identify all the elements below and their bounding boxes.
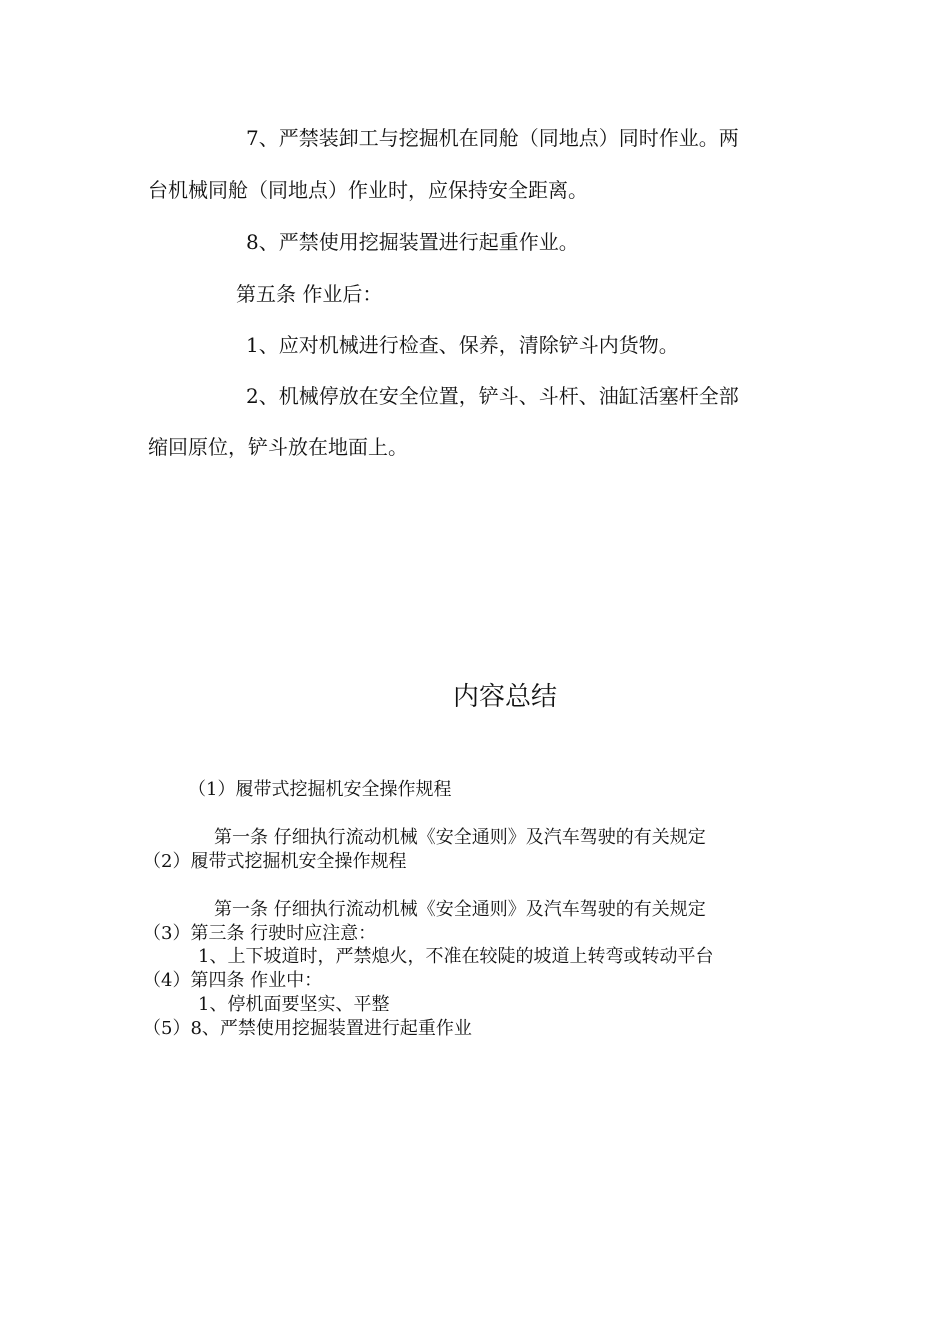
paragraph-8: 8、严禁使用挖掘装置进行起重作业。 [246,230,579,254]
article-5-heading: 第五条 作业后： [236,282,383,306]
paragraph-7-line-2: 台机械同舱（同地点）作业时，应保持安全距离。 [148,178,588,202]
summary-item: （5）8、严禁使用挖掘装置进行起重作业 [143,1018,472,1039]
article-5-item-2-line-2: 缩回原位，铲斗放在地面上。 [148,435,408,459]
summary-item: 第一条 仔细执行流动机械《安全通则》及汽车驾驶的有关规定 [214,827,706,848]
summary-item: （3）第三条 行驶时应注意： [143,923,377,944]
article-5-item-1: 1、应对机械进行检查、保养，清除铲斗内货物。 [246,333,679,357]
summary-item: 第一条 仔细执行流动机械《安全通则》及汽车驾驶的有关规定 [214,899,706,920]
summary-item: （1）履带式挖掘机安全操作规程 [188,779,452,800]
summary-item: （4）第四条 作业中： [143,970,323,991]
paragraph-7-line-1: 7、严禁装卸工与挖掘机在同舱（同地点）同时作业。两 [246,126,739,150]
summary-item: 1、上下坡道时，严禁熄火，不准在较陡的坡道上转弯或转动平台 [198,946,714,967]
summary-item: 1、停机面要坚实、平整 [198,994,390,1015]
summary-title: 内容总结 [452,682,557,712]
article-5-item-2-line-1: 2、机械停放在安全位置，铲斗、斗杆、油缸活塞杆全部 [246,384,739,408]
summary-item: （2）履带式挖掘机安全操作规程 [143,851,407,872]
